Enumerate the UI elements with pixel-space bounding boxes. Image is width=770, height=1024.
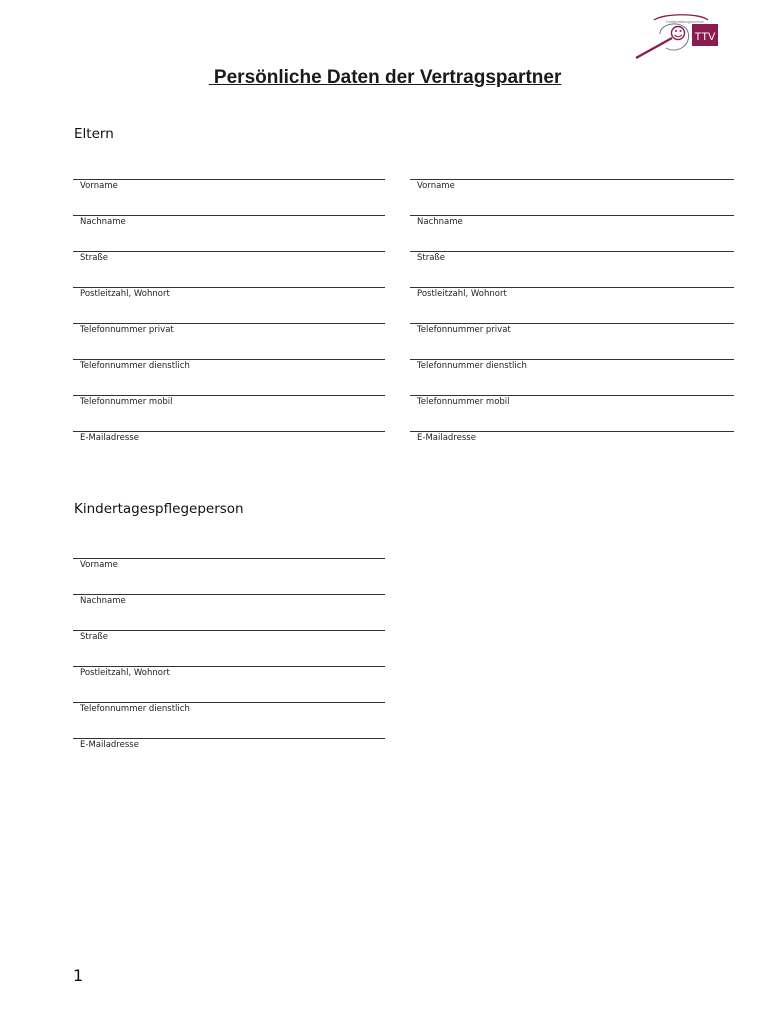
eltern-right-field-telefonnummer-dienstlich[interactable] <box>410 359 734 395</box>
eltern-left-field-telefonnummer-dienstlich[interactable] <box>73 359 385 395</box>
field-label: Telefonnummer mobil <box>80 397 173 407</box>
eltern-left-field-vorname[interactable] <box>73 179 385 215</box>
eltern-right-field-nachname[interactable] <box>410 215 734 251</box>
eltern-left-field-telefonnummer-privat[interactable] <box>73 323 385 359</box>
eltern-left-field-postleitzahl-wohnort[interactable] <box>73 287 385 323</box>
field-label: Telefonnummer dienstlich <box>417 361 527 371</box>
field-label: Telefonnummer mobil <box>417 397 510 407</box>
eltern-form-right <box>410 179 734 467</box>
field-label: Postleitzahl, Wohnort <box>80 289 170 299</box>
field-label: E-Mailadresse <box>80 740 139 750</box>
field-label: Telefonnummer privat <box>80 325 174 335</box>
field-label: Nachname <box>417 217 463 227</box>
eltern-right-field-telefonnummer-mobil[interactable] <box>410 395 734 431</box>
field-label: Vorname <box>80 560 118 570</box>
ttv-logo-graphic <box>630 14 726 62</box>
section-heading-kindertagespflegeperson: Kindertagespflegeperson <box>74 501 244 517</box>
field-label: E-Mailadresse <box>80 433 139 443</box>
field-label: Vorname <box>80 181 118 191</box>
eltern-right-field-strasse[interactable] <box>410 251 734 287</box>
eltern-left-field-e-mailadresse[interactable] <box>73 431 385 467</box>
field-label: Telefonnummer dienstlich <box>80 361 190 371</box>
field-label: Nachname <box>80 217 126 227</box>
logo-caption: Familienbildungszentrum <box>666 20 704 24</box>
page-title: Persönliche Daten der Vertragspartner <box>208 67 562 88</box>
ttv-logo <box>630 14 726 62</box>
eltern-right-field-e-mailadresse[interactable] <box>410 431 734 467</box>
eltern-form-left <box>73 179 385 467</box>
kind-field-vorname[interactable] <box>73 558 385 594</box>
kind-field-nachname[interactable] <box>73 594 385 630</box>
field-label: Postleitzahl, Wohnort <box>80 668 170 678</box>
eltern-right-field-telefonnummer-privat[interactable] <box>410 323 734 359</box>
eltern-right-field-vorname[interactable] <box>410 179 734 215</box>
field-label: Telefonnummer privat <box>417 325 511 335</box>
field-label: Postleitzahl, Wohnort <box>417 289 507 299</box>
eltern-left-field-nachname[interactable] <box>73 215 385 251</box>
kind-field-strasse[interactable] <box>73 630 385 666</box>
kind-field-e-mailadresse[interactable] <box>73 738 385 774</box>
field-label: E-Mailadresse <box>417 433 476 443</box>
eltern-left-field-strasse[interactable] <box>73 251 385 287</box>
kindertagespflegeperson-form <box>73 558 385 774</box>
eltern-left-field-telefonnummer-mobil[interactable] <box>73 395 385 431</box>
field-label: Straße <box>80 632 109 642</box>
section-heading-eltern: Eltern <box>74 126 114 142</box>
field-label: Nachname <box>80 596 126 606</box>
field-label: Vorname <box>417 181 455 191</box>
kind-field-telefonnummer-dienstlich[interactable] <box>73 702 385 738</box>
page-number: 1 <box>73 966 84 985</box>
eltern-right-field-postleitzahl-wohnort[interactable] <box>410 287 734 323</box>
kind-field-postleitzahl-wohnort[interactable] <box>73 666 385 702</box>
field-label: Telefonnummer dienstlich <box>80 704 190 714</box>
logo-ttv-text: TTV <box>694 31 716 43</box>
field-label: Straße <box>80 253 109 263</box>
field-label: Straße <box>417 253 446 263</box>
